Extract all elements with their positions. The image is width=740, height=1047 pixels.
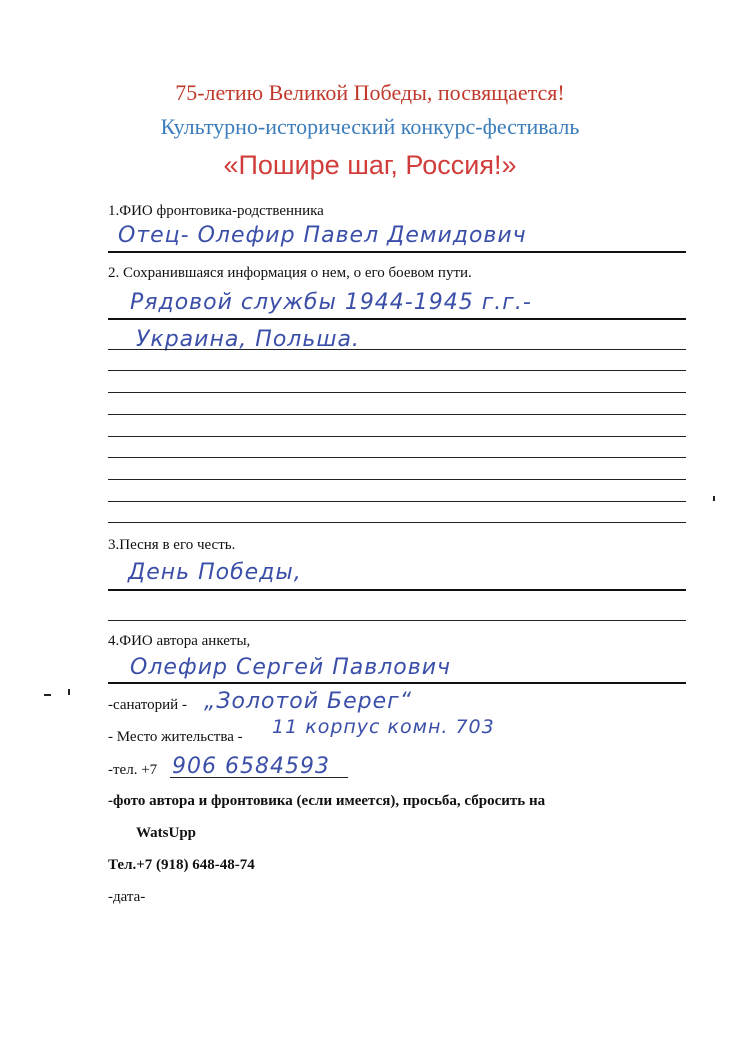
date-label: -дата-	[108, 889, 146, 905]
q1-label: 1.ФИО фронтовика-родственника	[108, 203, 324, 219]
sanatorium-handwritten-answer: „Золотой Берег“	[204, 689, 413, 714]
q3-label: 3.Песня в его честь.	[108, 537, 236, 553]
q2-label: 2. Сохранившаяся информация о нем, о его боевом пути.	[108, 265, 472, 281]
q2-answer-line-9	[108, 501, 686, 502]
phone-handwritten-answer: 906 6584593	[172, 754, 330, 779]
sanatorium-label: -санаторий -	[108, 697, 187, 713]
contact-phone: Тел.+7 (918) 648-48-74	[108, 857, 255, 873]
q4-answer-line	[108, 682, 686, 684]
q3-answer-line-2	[108, 620, 686, 621]
phone-answer-underline	[170, 777, 348, 778]
q1-handwritten-answer: Отец- Олефир Павел Демидович	[118, 223, 527, 248]
residence-handwritten-answer: 11 корпус комн. 703	[272, 716, 495, 738]
q2-answer-line-5	[108, 414, 686, 415]
phone-label: -тел. +7	[108, 762, 158, 778]
q2-answer-line-8	[108, 479, 686, 480]
q3-answer-line-1	[108, 589, 686, 591]
q4-label: 4.ФИО автора анкеты,	[108, 633, 251, 649]
photo-request-text: -фото автора и фронтовика (если имеется), просьба, сбросить на	[108, 793, 546, 809]
q3-handwritten-answer: День Победы,	[128, 560, 302, 585]
q2-answer-line-1	[108, 318, 686, 320]
scan-speck	[713, 496, 715, 501]
q4-handwritten-answer: Олефир Сергей Павлович	[130, 655, 451, 680]
scan-speck	[44, 694, 51, 696]
q2-handwritten-answer-line2: Украина, Польша.	[136, 327, 360, 352]
q2-answer-line-6	[108, 436, 686, 437]
residence-label: - Место жительства -	[108, 729, 243, 745]
header-slogan: «Пошире шаг, Россия!»	[223, 150, 517, 180]
q2-answer-line-3	[108, 370, 686, 371]
q2-answer-line-4	[108, 392, 686, 393]
header-contest-name: Культурно-исторический конкурс-фестиваль	[160, 114, 580, 139]
header-dedication: 75-летию Великой Победы, посвящается!	[175, 80, 565, 105]
q2-answer-line-7	[108, 457, 686, 458]
photo-request-messenger: WatsUpp	[136, 825, 197, 841]
q2-handwritten-answer-line1: Рядовой службы 1944-1945 г.г.-	[130, 290, 532, 315]
q2-answer-line-2	[108, 349, 686, 350]
q1-answer-line	[108, 251, 686, 253]
q2-answer-line-10	[108, 522, 686, 523]
scan-speck	[68, 689, 70, 695]
